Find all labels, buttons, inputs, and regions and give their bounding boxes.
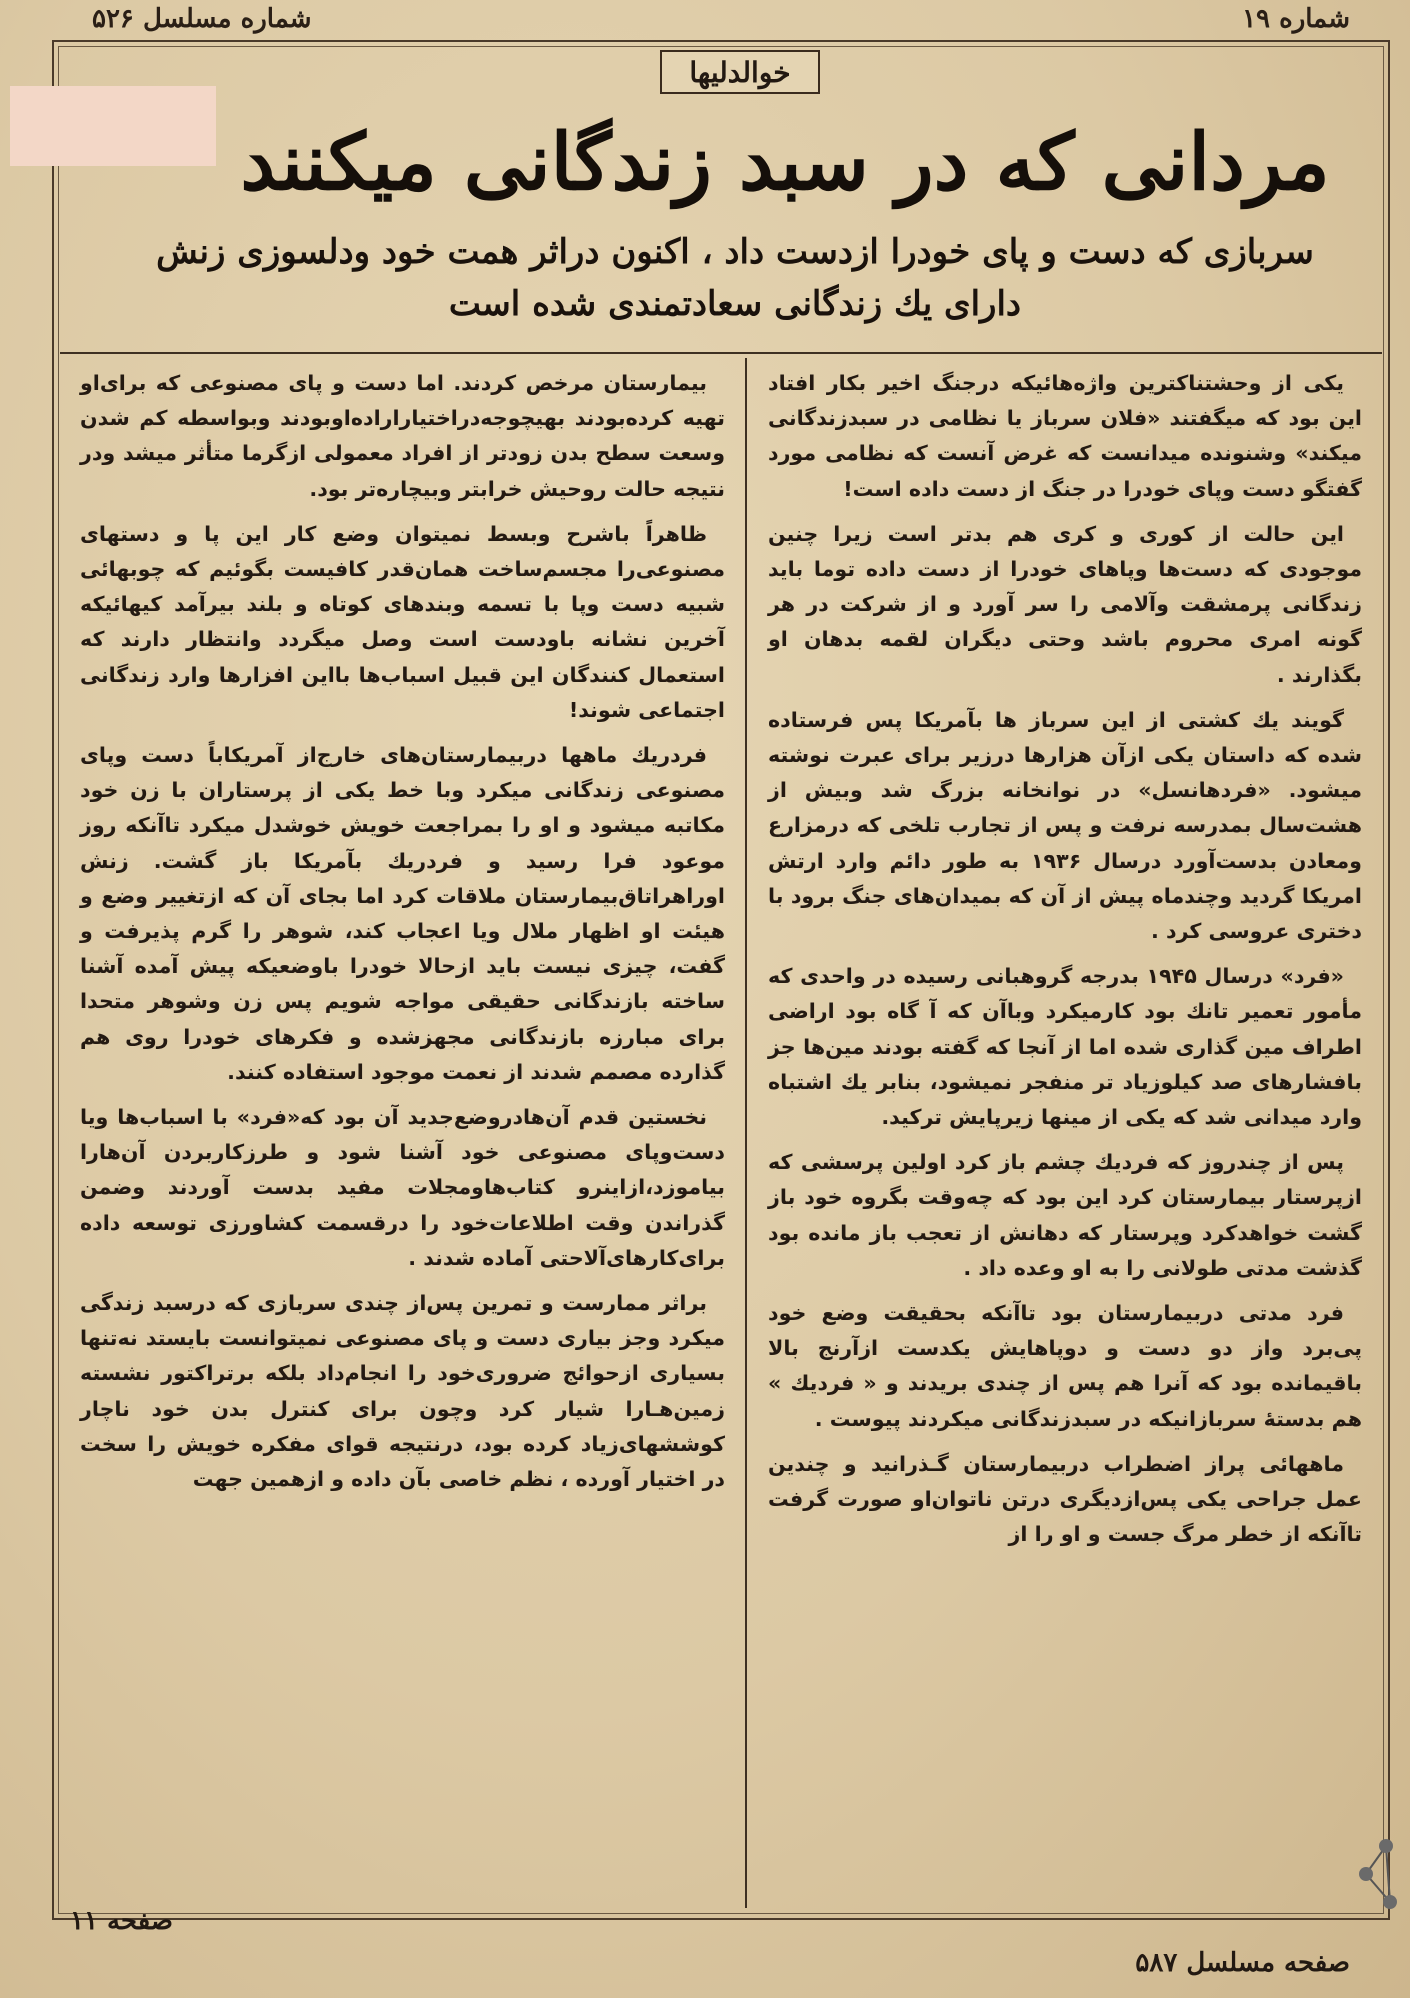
paragraph: ماههائی پراز اضطراب دربیمارستان گـذرانید و چندین عمل جراحی یکی پس‌ازدیگری درتن ناتوان‌او صورت گرفت تاآنکه از خطر مرگ جست و او را از bbox=[768, 1451, 1362, 1547]
column-divider bbox=[745, 358, 747, 1908]
paragraph: پس از چندروز که فردیك چشم باز کرد اولین پرسشی که ازپرستار بیمارستان کرد این بود که چه‌وقت بگروه خود باز گشت خواهدکرد وپرستار که دهانش از تعجب باز مانده بود گذشت مدتی طولانی را به او وعده داد . bbox=[768, 1150, 1362, 1280]
header-divider bbox=[60, 352, 1382, 354]
serial-page-number: صفحه مسلسل ۵۸۷ bbox=[1135, 1948, 1350, 1978]
paragraph: «فرد» درسال ۱۹۴۵ بدرجه گروهبانی رسیده در واحدی که مأمور تعمیر تانك بود کارمیکرد وباآن که آ گاه بود اراضی اطراف مین گذاری شده اما از آنجا که گفته بودند مین‌ها جز بافشارهای صد کیلوزیاد تر منفجر نمیشود، بنابر یك اشتباه وارد میدانی شد که یکی از مینها زیرپایش ترکید. bbox=[768, 964, 1362, 1130]
paragraph: فرد مدتی دربیمارستان بود تاآنکه بحقیقت وضع خود پی‌برد واز دو دست و دوپاهایش یکدست ازآرنج بالا باقیمانده بود که آنرا هم پس از چندی بریدند و « فردیك » هم بدستهٔ سربازانیکه در سبدزندگانی میکردند پیوست . bbox=[768, 1301, 1362, 1431]
network-graph-icon bbox=[1352, 1830, 1406, 1916]
paragraph: این حالت از کوری و کری هم بدتر است زیرا چنین موجودی که دست‌ها وپاهای خودرا از دست داده توما باید زندگانی پرمشقت وآلامی را سر آورد و از شرکت در هر گونه امری محروم باشد وحتی دیگران لقمه بدهان او بگذارند . bbox=[768, 521, 1362, 687]
paragraph: بیمارستان مرخص کردند. اما دست و پای مصنوعی که برای‌او تهیه کرده‌بودند بهیچوجه‌دراختیاراراده‌اوبودند وبواسطه کم شدن وسعت سطح بدن زودتر از افراد معمولی ازگرما متأثر میشد ودر نتیجه حالت روحیش خرابتر وبیچاره‌تر بود. bbox=[80, 371, 725, 501]
column-left bbox=[80, 366, 725, 1507]
pink-sticker bbox=[10, 86, 216, 166]
paragraph: ظاهراً باشرح وبسط نمیتوان وضع کار این پا و دستهای مصنوعی‌را مجسم‌ساخت همان‌قدر کافیست بگوئیم که چوبهائی شبیه دست وپا با تسمه وبندهای کوتاه و بلند بیرآمد کیهائیکه آخرین نشانه باودست است وصل میگردد وانتظار دارند که استعمال کنندگان این قبیل اسباب‌ها بااین افزارها وارد زندگانی اجتماعی شوند! bbox=[80, 521, 725, 722]
serial-issue-number: شماره مسلسل ۵۲۶ bbox=[92, 4, 312, 34]
column-right bbox=[768, 366, 1362, 1563]
page-number: صفحه ۱۱ bbox=[70, 1906, 173, 1936]
article-headline: مردانی که در سبد زندگانی میکنند bbox=[240, 117, 1330, 208]
paragraph: یکی از وحشتناکترین واژه‌هائیکه درجنگ اخیر بکار افتاد این بود که میگفتند «فلان سرباز یا نظامی در سبدزندگانی میکند» وشنونده میدانست که غرض آنست که نظامی مورد گفتگو دست وپای خودرا در جنگ از دست داده است! bbox=[768, 371, 1362, 501]
paragraph: گویند یك کشتی از این سرباز ها بآمریکا پس فرستاده شده که داستان یکی ازآن هزارها درزیر برای عبرت نوشته میشود. «فردهانسل» در نوانخانه بزرگ شد وبیش از هشت‌سال بمدرسه نرفت و پس از تجارب تلخی که درمزارع ومعادن بدست‌آورد درسال ۱۹۳۶ به طور دائم وارد ارتش امریکا گردید وچندماه پیش از آن که بمیدان‌های جنگ برود با دختری عروسی کرد . bbox=[768, 707, 1362, 944]
paragraph: براثر ممارست و تمرین پس‌از چندی سربازی که درسبد زندگی میکرد وجز بیاری دست و پای مصنوعی نمیتوانست بایستد نه‌تنها بسیاری ازحوائج ضروری‌خود را انجام‌داد بلکه برتراکتور نشسته زمین‌هـارا شیار کرد وچون برای کنترل بدن خود ناچار کوششهای‌زیاد کرده بود، درنتیجه قوای مفکره خویش را سخت در اختیار آورده ، نظم خاصی بآن داده و ازهمین جهت bbox=[80, 1291, 725, 1492]
section-label: خوالدلیها bbox=[660, 50, 820, 94]
issue-number: شماره ۱۹ bbox=[1242, 4, 1350, 34]
paragraph: فردریك ماهها دربیمارستان‌های خارج‌از آمریکاباً دست وپای مصنوعی زندگانی میکرد وبا خط یکی از پرستاران با زن خود مکاتبه میشود و او را بمراجعت خویش خوشدل میکرد تاآنکه روز موعود فرا رسید و فردریك بآمریکا باز گشت. زنش اوراهراتاق‌بیمارستان ملاقات کرد اما بجای آن که ازتغییر وضع و هیئت او اظهار ملال ویا اعجاب کند، شوهر را گرم پذیرفت و گفت، چیزی نیست باید ازحالا خودرا باوضعیکه پیش آمده آشنا ساخته بازندگانی حقیقی مواجه شویم پس زن وشوهر متحدا برای مبارزه بازندگانی مجهزشده و فکرهای خودرا روی هم گذارده مصمم شدند از نعمت موجود استفاده کنند. bbox=[80, 743, 725, 1084]
paragraph: نخستین قدم آن‌هادروضع‌جدید آن بود که«فرد» با اسباب‌ها ویا دست‌وپای مصنوعی خود آشنا شود و طرزکاربردن آن‌هارا بیاموزد،ازاینرو کتاب‌هاومجلات مفید بدست آوردند وضمن گذراندن وقت اطلاعات‌خود را درقسمت کشاورزی توسعه داده برای‌کارهای‌آلاحتی آماده شدند . bbox=[80, 1105, 725, 1270]
article-subheadline: سربازی که دست و پای خودرا ازدست داد ، اکنون دراثر همت خود ودلسوزی زنش دارای یك زندگانی سعادتمندی شده است bbox=[156, 232, 1314, 324]
